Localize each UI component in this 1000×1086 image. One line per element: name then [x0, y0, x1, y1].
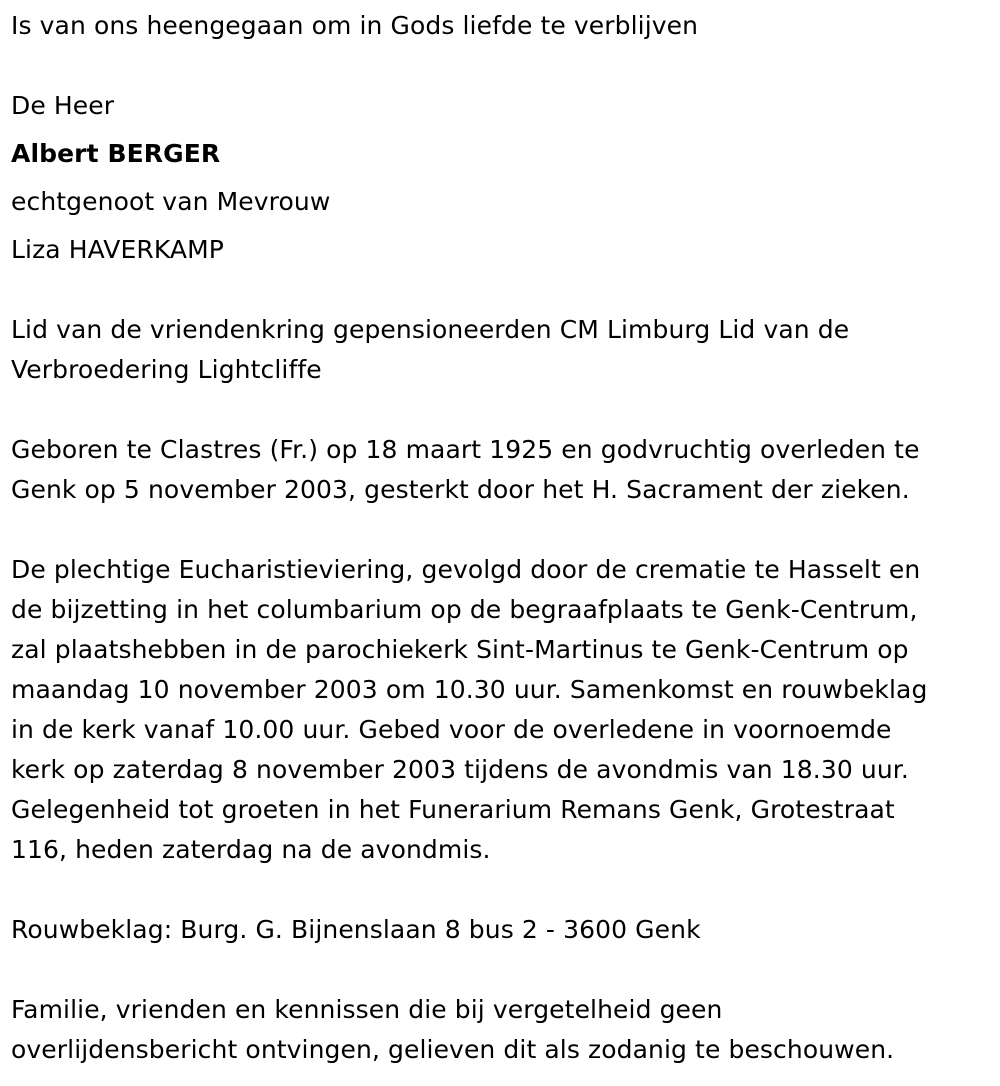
ceremony-line: kerk op zaterdag 8 november 2003 tijdens de avondmis van 18.30 uur. — [11, 755, 909, 784]
closing-line: Familie, vrienden en kennissen die bij vergetelheid geen — [11, 995, 723, 1024]
condolence-address: Rouwbeklag: Burg. G. Bijnenslaan 8 bus 2 - 3600 Genk — [11, 915, 701, 944]
spouse-intro: echtgenoot van Mevrouw — [11, 187, 331, 216]
honorific: De Heer — [11, 91, 115, 120]
ceremony-line: De plechtige Eucharistieviering, gevolgd door de crematie te Hasselt en — [11, 555, 921, 584]
membership-line: Lid van de vriendenkring gepensioneerden CM Limburg Lid van de — [11, 315, 850, 344]
ceremony-line: in de kerk vanaf 10.00 uur. Gebed voor de overledene in voornoemde — [11, 715, 892, 744]
spouse-name: Liza HAVERKAMP — [11, 235, 224, 264]
birth-death-line: Geboren te Clastres (Fr.) op 18 maart 1925 en godvruchtig overleden te — [11, 435, 920, 464]
deceased-name: Albert BERGER — [11, 139, 221, 168]
intro-text: Is van ons heengegaan om in Gods liefde te verblijven — [11, 11, 699, 40]
closing-line: overlijdensbericht ontvingen, gelieven dit als zodanig te beschouwen. — [11, 1035, 895, 1064]
ceremony-line: de bijzetting in het columbarium op de begraafplaats te Genk-Centrum, — [11, 595, 918, 624]
ceremony-line: 116, heden zaterdag na de avondmis. — [11, 835, 491, 864]
ceremony-line: zal plaatshebben in de parochiekerk Sint-Martinus te Genk-Centrum op — [11, 635, 909, 664]
membership-line: Verbroedering Lightcliffe — [11, 355, 322, 384]
ceremony-line: maandag 10 november 2003 om 10.30 uur. Samenkomst en rouwbeklag — [11, 675, 928, 704]
ceremony-line: Gelegenheid tot groeten in het Funerarium Remans Genk, Grotestraat — [11, 795, 895, 824]
birth-death-line: Genk op 5 november 2003, gesterkt door het H. Sacrament der zieken. — [11, 475, 910, 504]
